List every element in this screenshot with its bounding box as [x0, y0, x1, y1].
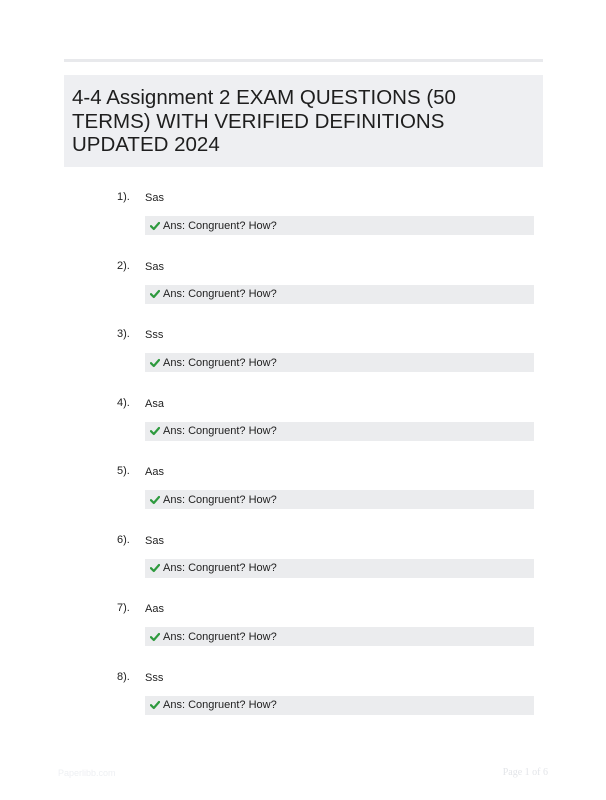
check-icon	[150, 700, 160, 710]
page-title: 4-4 Assignment 2 EXAM QUESTIONS (50 TERMS) WITH VERIFIED DEFINITIONS UPDATED 2024	[72, 86, 456, 156]
question-term: Sss	[145, 329, 164, 341]
answer-box	[145, 696, 534, 715]
answer-box	[145, 422, 534, 441]
answer-box	[145, 285, 534, 304]
question-number: 8).	[117, 670, 130, 683]
list-item	[0, 462, 606, 531]
answer-box	[145, 559, 534, 578]
answer-text: Ans: Congruent? How?	[163, 699, 277, 711]
answer-text: Ans: Congruent? How?	[163, 425, 277, 437]
title-banner	[64, 75, 543, 167]
question-term: Sas	[145, 192, 164, 204]
top-divider	[64, 59, 543, 62]
check-icon	[150, 221, 160, 231]
list-item	[0, 188, 606, 257]
question-term: Aas	[145, 466, 164, 478]
question-term: Sss	[145, 671, 164, 684]
question-number: 6).	[117, 533, 130, 546]
list-item	[0, 325, 606, 394]
list-item	[0, 531, 606, 600]
answer-box	[145, 627, 534, 646]
question-number: 1).	[117, 191, 130, 203]
page-number: Page 1 of 6	[502, 767, 548, 778]
list-item	[0, 668, 606, 737]
check-icon	[150, 495, 160, 505]
question-term: Aas	[145, 603, 164, 615]
check-icon	[150, 426, 160, 436]
check-icon	[150, 358, 160, 368]
answer-text: Ans: Congruent? How?	[163, 356, 277, 369]
answer-text: Ans: Congruent? How?	[163, 630, 277, 643]
question-term: Sas	[145, 534, 164, 547]
check-icon	[150, 632, 160, 642]
answer-text: Ans: Congruent? How?	[163, 219, 277, 232]
answer-box	[145, 216, 534, 235]
check-icon	[150, 289, 160, 299]
answer-box	[145, 353, 534, 372]
list-item	[0, 394, 606, 463]
question-list	[0, 188, 606, 736]
answer-box	[145, 490, 534, 509]
check-icon	[150, 563, 160, 573]
question-number: 7).	[117, 602, 130, 614]
question-number: 4).	[117, 396, 130, 409]
question-term: Sas	[145, 260, 164, 273]
footer-watermark: Paperlibb.com	[58, 768, 116, 778]
answer-text: Ans: Congruent? How?	[163, 288, 277, 300]
answer-text: Ans: Congruent? How?	[163, 493, 277, 506]
question-term: Asa	[145, 397, 164, 410]
answer-text: Ans: Congruent? How?	[163, 562, 277, 574]
list-item	[0, 599, 606, 668]
question-number: 2).	[117, 259, 130, 272]
question-number: 5).	[117, 465, 130, 477]
question-number: 3).	[117, 328, 130, 340]
list-item	[0, 257, 606, 326]
